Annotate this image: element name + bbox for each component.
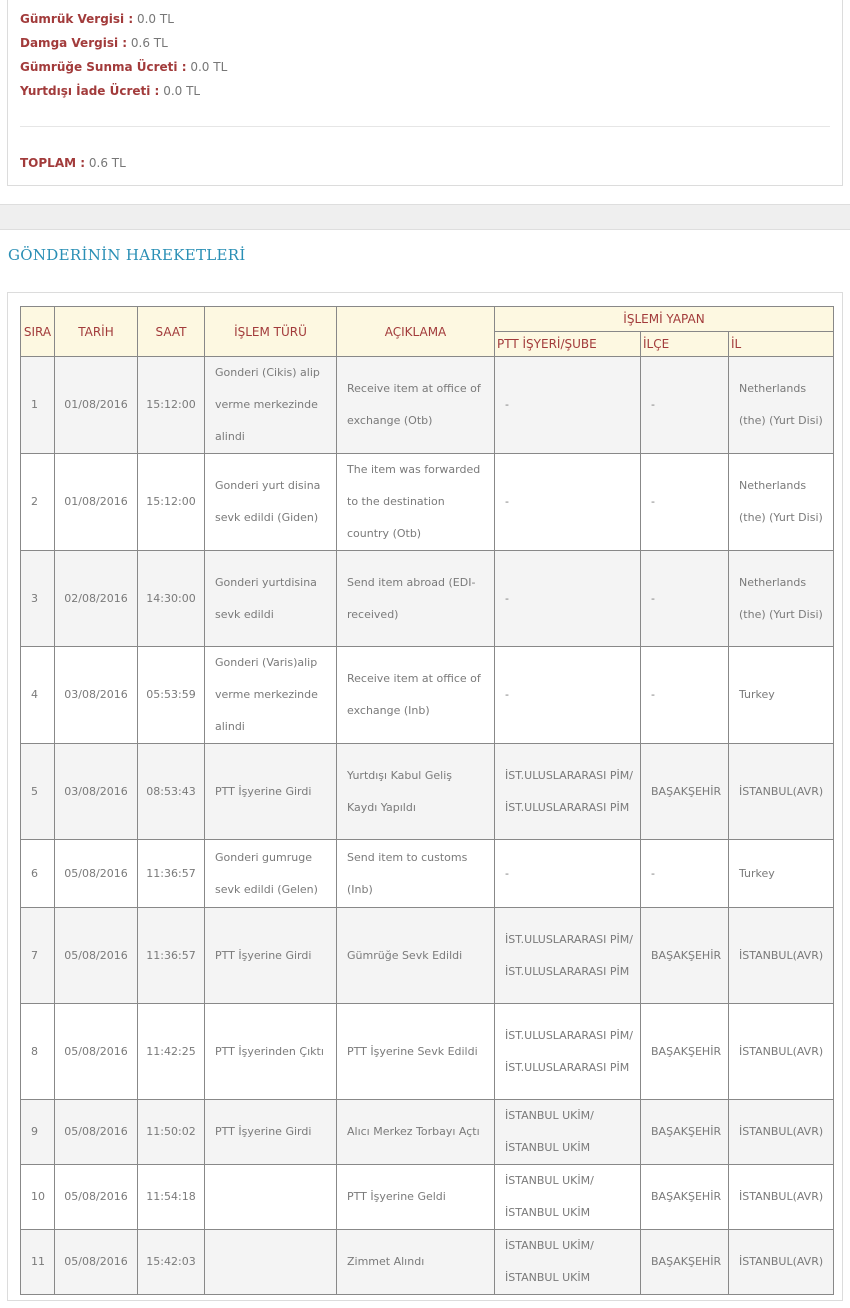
row-ptt-isyeri: İSTANBUL UKİM/İSTANBUL UKİM <box>495 1230 641 1295</box>
row-il: İSTANBUL(AVR) <box>729 908 834 1004</box>
row-sira: 2 <box>21 454 55 551</box>
row-il: Netherlands (the) (Yurt Disi) <box>729 454 834 551</box>
fee-value: 0.0 TL <box>163 84 201 98</box>
table-row <box>21 1100 834 1165</box>
row-islem-turu: Gonderi gumruge sevk edildi (Gelen) <box>205 840 337 908</box>
row-il: Netherlands (the) (Yurt Disi) <box>729 551 834 647</box>
table-row <box>21 1230 834 1295</box>
row-ptt-isyeri: İST.ULUSLARARASI PİM/İST.ULUSLARARASI PİM <box>495 908 641 1004</box>
row-saat: 11:36:57 <box>138 840 205 908</box>
row-il: İSTANBUL(AVR) <box>729 1230 834 1295</box>
row-saat: 11:54:18 <box>138 1165 205 1230</box>
row-aciklama: Send item abroad (EDI-received) <box>337 551 495 647</box>
table-row <box>21 908 834 1004</box>
row-ilce: BAŞAKŞEHİR <box>641 1100 729 1165</box>
table-row <box>21 1165 834 1230</box>
row-tarih: 01/08/2016 <box>55 454 138 551</box>
fee-stamp-tax <box>20 36 168 50</box>
row-ptt-isyeri: - <box>495 840 641 908</box>
fee-value: 0.6 TL <box>130 36 168 50</box>
row-islem-turu <box>205 1230 337 1295</box>
row-saat: 08:53:43 <box>138 744 205 840</box>
row-ptt-isyeri: İSTANBUL UKİM/İSTANBUL UKİM <box>495 1165 641 1230</box>
row-ptt-isyeri: - <box>495 647 641 744</box>
fee-refund <box>20 84 200 98</box>
row-il: İSTANBUL(AVR) <box>729 744 834 840</box>
fee-label: Damga Vergisi : <box>20 36 128 50</box>
row-il: Turkey <box>729 647 834 744</box>
row-ptt-isyeri: İSTANBUL UKİM/İSTANBUL UKİM <box>495 1100 641 1165</box>
row-saat: 15:42:03 <box>138 1230 205 1295</box>
fee-value: 0.0 TL <box>190 60 228 74</box>
fee-total <box>20 156 126 170</box>
total-value: 0.6 TL <box>88 156 126 170</box>
row-ilce: BAŞAKŞEHİR <box>641 1230 729 1295</box>
header-saat: SAAT <box>138 307 205 357</box>
row-aciklama: Gümrüğe Sevk Edildi <box>337 908 495 1004</box>
row-islem-turu <box>205 1165 337 1230</box>
movements-body <box>21 357 834 1295</box>
row-ilce: BAŞAKŞEHİR <box>641 1004 729 1100</box>
row-tarih: 01/08/2016 <box>55 357 138 454</box>
movements-table <box>20 306 834 1295</box>
fee-label: Gümrük Vergisi : <box>20 12 134 26</box>
row-sira: 5 <box>21 744 55 840</box>
row-islem-turu: PTT İşyerine Girdi <box>205 908 337 1004</box>
row-aciklama: Zimmet Alındı <box>337 1230 495 1295</box>
row-saat: 15:12:00 <box>138 357 205 454</box>
row-saat: 11:50:02 <box>138 1100 205 1165</box>
header-aciklama: AÇIKLAMA <box>337 307 495 357</box>
fees-divider <box>20 126 830 127</box>
fee-value: 0.0 TL <box>136 12 174 26</box>
row-tarih: 05/08/2016 <box>55 1230 138 1295</box>
header-il: İL <box>729 332 834 357</box>
row-il: İSTANBUL(AVR) <box>729 1165 834 1230</box>
row-il: İSTANBUL(AVR) <box>729 1004 834 1100</box>
table-row <box>21 551 834 647</box>
row-islem-turu: Gonderi (Cikis) alip verme merkezinde alindi <box>205 357 337 454</box>
row-ilce: BAŞAKŞEHİR <box>641 744 729 840</box>
row-tarih: 05/08/2016 <box>55 840 138 908</box>
row-sira: 1 <box>21 357 55 454</box>
row-il: Turkey <box>729 840 834 908</box>
row-tarih: 05/08/2016 <box>55 908 138 1004</box>
row-aciklama: Receive item at office of exchange (Inb) <box>337 647 495 744</box>
row-ilce: - <box>641 357 729 454</box>
row-ilce: - <box>641 647 729 744</box>
row-tarih: 03/08/2016 <box>55 744 138 840</box>
total-label: TOPLAM : <box>20 156 86 170</box>
fee-label: Gümrüğe Sunma Ücreti : <box>20 60 187 74</box>
row-sira: 9 <box>21 1100 55 1165</box>
row-islem-turu: PTT İşyerine Girdi <box>205 744 337 840</box>
row-islem-turu: PTT İşyerine Girdi <box>205 1100 337 1165</box>
row-tarih: 05/08/2016 <box>55 1165 138 1230</box>
row-tarih: 05/08/2016 <box>55 1004 138 1100</box>
row-aciklama: Alıcı Merkez Torbayı Açtı <box>337 1100 495 1165</box>
header-tarih: TARİH <box>55 307 138 357</box>
row-saat: 15:12:00 <box>138 454 205 551</box>
row-aciklama: Receive item at office of exchange (Otb) <box>337 357 495 454</box>
row-sira: 6 <box>21 840 55 908</box>
row-sira: 8 <box>21 1004 55 1100</box>
row-ptt-isyeri: - <box>495 551 641 647</box>
row-aciklama: PTT İşyerine Geldi <box>337 1165 495 1230</box>
fees-panel <box>7 0 843 186</box>
header-sira: SIRA <box>21 307 55 357</box>
row-ilce: BAŞAKŞEHİR <box>641 1165 729 1230</box>
section-separator <box>0 204 850 230</box>
row-ptt-isyeri: - <box>495 454 641 551</box>
fee-customs-tax <box>20 12 174 26</box>
row-ptt-isyeri: - <box>495 357 641 454</box>
table-row <box>21 647 834 744</box>
row-il: Netherlands (the) (Yurt Disi) <box>729 357 834 454</box>
row-ilce: - <box>641 551 729 647</box>
row-sira: 10 <box>21 1165 55 1230</box>
row-il: İSTANBUL(AVR) <box>729 1100 834 1165</box>
row-ilce: - <box>641 840 729 908</box>
table-row <box>21 744 834 840</box>
fee-label: Yurtdışı İade Ücreti : <box>20 84 160 98</box>
row-islem-turu: PTT İşyerinden Çıktı <box>205 1004 337 1100</box>
row-saat: 05:53:59 <box>138 647 205 744</box>
row-sira: 7 <box>21 908 55 1004</box>
row-aciklama: PTT İşyerine Sevk Edildi <box>337 1004 495 1100</box>
row-ilce: - <box>641 454 729 551</box>
row-sira: 3 <box>21 551 55 647</box>
row-tarih: 03/08/2016 <box>55 647 138 744</box>
row-saat: 14:30:00 <box>138 551 205 647</box>
row-ptt-isyeri: İST.ULUSLARARASI PİM/İST.ULUSLARARASI PİM <box>495 1004 641 1100</box>
table-row <box>21 454 834 551</box>
row-islem-turu: Gonderi (Varis)alip verme merkezinde alindi <box>205 647 337 744</box>
row-islem-turu: Gonderi yurt disina sevk edildi (Giden) <box>205 454 337 551</box>
row-islem-turu: Gonderi yurtdisina sevk edildi <box>205 551 337 647</box>
header-ptt-isyeri: PTT İŞYERİ/ŞUBE <box>495 332 641 357</box>
row-ptt-isyeri: İST.ULUSLARARASI PİM/İST.ULUSLARARASI PİM <box>495 744 641 840</box>
row-sira: 4 <box>21 647 55 744</box>
row-tarih: 02/08/2016 <box>55 551 138 647</box>
table-row <box>21 840 834 908</box>
row-sira: 11 <box>21 1230 55 1295</box>
row-ilce: BAŞAKŞEHİR <box>641 908 729 1004</box>
header-islem-turu: İŞLEM TÜRÜ <box>205 307 337 357</box>
row-saat: 11:36:57 <box>138 908 205 1004</box>
table-row <box>21 1004 834 1100</box>
table-row <box>21 357 834 454</box>
header-ilce: İLÇE <box>641 332 729 357</box>
row-aciklama: The item was forwarded to the destination country (Otb) <box>337 454 495 551</box>
row-aciklama: Send item to customs (Inb) <box>337 840 495 908</box>
row-aciklama: Yurtdışı Kabul Geliş Kaydı Yapıldı <box>337 744 495 840</box>
header-islemi-yapan: İŞLEMİ YAPAN <box>495 307 834 332</box>
row-tarih: 05/08/2016 <box>55 1100 138 1165</box>
fee-customs-presentation <box>20 60 227 74</box>
row-saat: 11:42:25 <box>138 1004 205 1100</box>
section-title: GÖNDERİNİN HAREKETLERİ <box>8 246 246 264</box>
